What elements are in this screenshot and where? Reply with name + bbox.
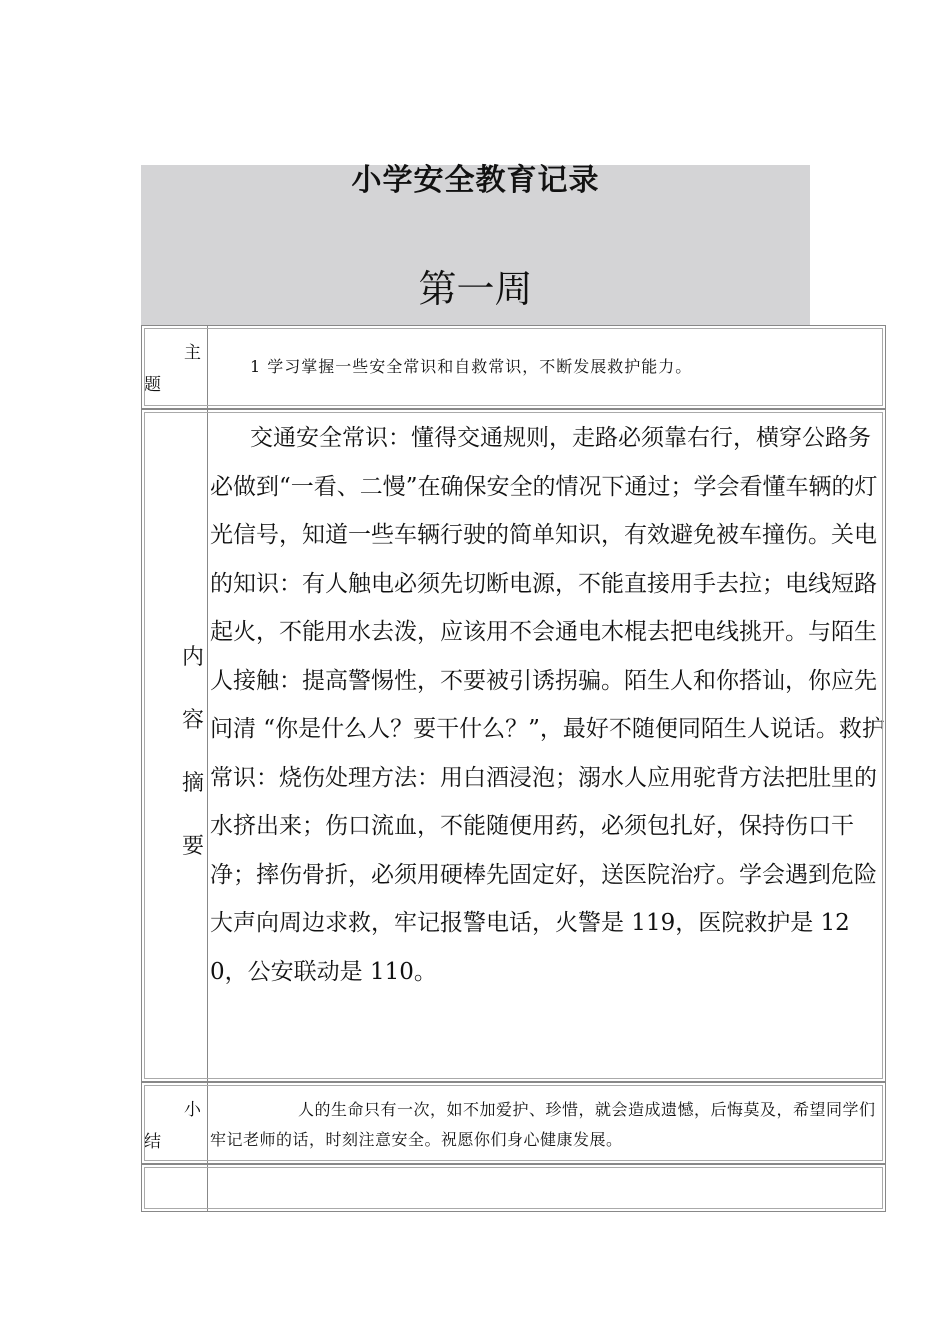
theme-label-2: 题 [144,375,161,395]
record-table [141,325,886,1212]
week-title: 第一周 [418,267,533,311]
theme-label-1: 主 [184,343,201,363]
content-label-cell [142,410,208,1081]
empty-label-cell [142,1165,208,1211]
summary-text: 人的生命只有一次，如不加爱护、珍惜，就会造成遗憾，后悔莫及，希望同学们牢记老师的话，时刻注意安全。祝愿你们身心健康发展。 [210,1100,876,1149]
theme-row [141,325,886,409]
document-title: 小学安全教育记录 [351,163,600,198]
content-label-char: 摘 [181,771,204,796]
summary-label-1: 小 [184,1100,201,1120]
summary-row [141,1082,886,1164]
theme-text: 1 学习掌握一些安全常识和自救常识，不断发展救护能力。 [250,357,693,376]
content-summary-row [141,409,886,1082]
summary-label-cell [142,1083,208,1163]
content-text-cell [210,410,885,1081]
summary-label-2: 结 [144,1132,161,1152]
content-label-char: 容 [181,708,204,733]
empty-content-cell [210,1165,885,1211]
content-vertical-label [181,626,205,878]
content-label-char: 内 [181,645,204,670]
theme-label-cell [142,326,208,408]
theme-content-cell [210,326,885,408]
content-label-char: 要 [181,834,204,859]
content-text: 交通安全常识：懂得交通规则，走路必须靠右行，横穿公路务必做到“一看、二慢”在确保安全的情况下通过；学会看懂车辆的灯光信号，知道一些车辆行驶的简单知识，有效避免被车撞伤。关电的知识：有人触电必须先切断电源，不能直接用手去拉；电线短路起火，不能用水去泼，应该用不会通电木棍去把电线挑开。与陌生人接触：提高警惕性，不要被引诱拐骗。陌生人和你搭讪，你应先问清 “你是什么人？要干什么？”，最好不随便同陌生人说话。救护常识：烧伤处理方法：用白酒浸泡；溺水人应用驼背方法把肚里的水挤出来；伤口流血，不能随便用药，必须包扎好，保持伤口干净；摔伤骨折，必须用硬棒先固定好，送医院治疗。学会遇到危险大声向周边求救，牢记报警电话，火警是 119，医院救护是 120，公安联动是 110。 [210,425,885,985]
empty-row [141,1164,886,1212]
summary-content-cell [210,1083,885,1163]
